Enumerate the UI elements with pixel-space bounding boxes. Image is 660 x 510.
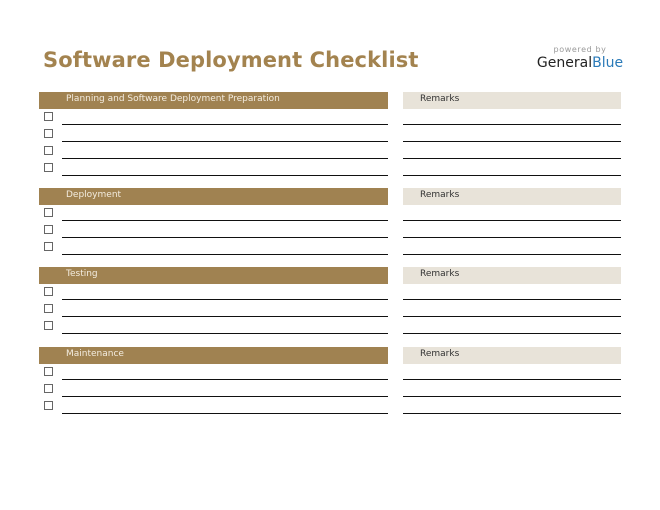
checkbox[interactable] [44, 367, 53, 376]
page-title: Software Deployment Checklist [43, 48, 419, 72]
section-header [39, 92, 388, 109]
remarks-input-line[interactable] [403, 379, 621, 380]
task-input-line[interactable] [62, 396, 388, 397]
checkbox[interactable] [44, 225, 53, 234]
checkbox[interactable] [44, 304, 53, 313]
task-input-line[interactable] [62, 237, 388, 238]
remarks-input-line[interactable] [403, 396, 621, 397]
section-title: Maintenance [66, 349, 124, 359]
checkbox[interactable] [44, 321, 53, 330]
section-header [39, 347, 388, 364]
task-input-line[interactable] [62, 379, 388, 380]
brand-logo [530, 45, 630, 71]
remarks-input-line[interactable] [403, 316, 621, 317]
section-title: Planning and Software Deployment Preparation [66, 94, 280, 104]
remarks-input-line[interactable] [403, 413, 621, 414]
task-input-line[interactable] [62, 333, 388, 334]
remarks-input-line[interactable] [403, 237, 621, 238]
checkbox[interactable] [44, 146, 53, 155]
remarks-label: Remarks [420, 94, 460, 104]
remarks-input-line[interactable] [403, 254, 621, 255]
section-header [39, 267, 388, 284]
brand-name-blue: Blue [592, 55, 624, 71]
section-header [39, 188, 388, 205]
remarks-header [403, 188, 621, 205]
checkbox[interactable] [44, 129, 53, 138]
section-title: Deployment [66, 190, 122, 200]
checkbox[interactable] [44, 208, 53, 217]
checkbox[interactable] [44, 163, 53, 172]
task-input-line[interactable] [62, 158, 388, 159]
task-input-line[interactable] [62, 141, 388, 142]
remarks-input-line[interactable] [403, 333, 621, 334]
brand-name-general: General [536, 55, 593, 71]
checkbox[interactable] [44, 384, 53, 393]
remarks-input-line[interactable] [403, 220, 621, 221]
task-input-line[interactable] [62, 413, 388, 414]
checkbox[interactable] [44, 112, 53, 121]
powered-by-label: powered by [553, 45, 607, 54]
task-input-line[interactable] [62, 124, 388, 125]
section-title: Testing [66, 269, 98, 279]
task-input-line[interactable] [62, 220, 388, 221]
remarks-label: Remarks [420, 190, 460, 200]
checkbox[interactable] [44, 242, 53, 251]
checkbox[interactable] [44, 401, 53, 410]
task-input-line[interactable] [62, 175, 388, 176]
remarks-header [403, 92, 621, 109]
remarks-label: Remarks [420, 349, 460, 359]
task-input-line[interactable] [62, 254, 388, 255]
task-input-line[interactable] [62, 299, 388, 300]
task-input-line[interactable] [62, 316, 388, 317]
remarks-header [403, 347, 621, 364]
remarks-header [403, 267, 621, 284]
remarks-input-line[interactable] [403, 141, 621, 142]
remarks-label: Remarks [420, 269, 460, 279]
checkbox[interactable] [44, 287, 53, 296]
remarks-input-line[interactable] [403, 299, 621, 300]
brand-name [530, 55, 630, 71]
remarks-input-line[interactable] [403, 175, 621, 176]
remarks-input-line[interactable] [403, 124, 621, 125]
remarks-input-line[interactable] [403, 158, 621, 159]
